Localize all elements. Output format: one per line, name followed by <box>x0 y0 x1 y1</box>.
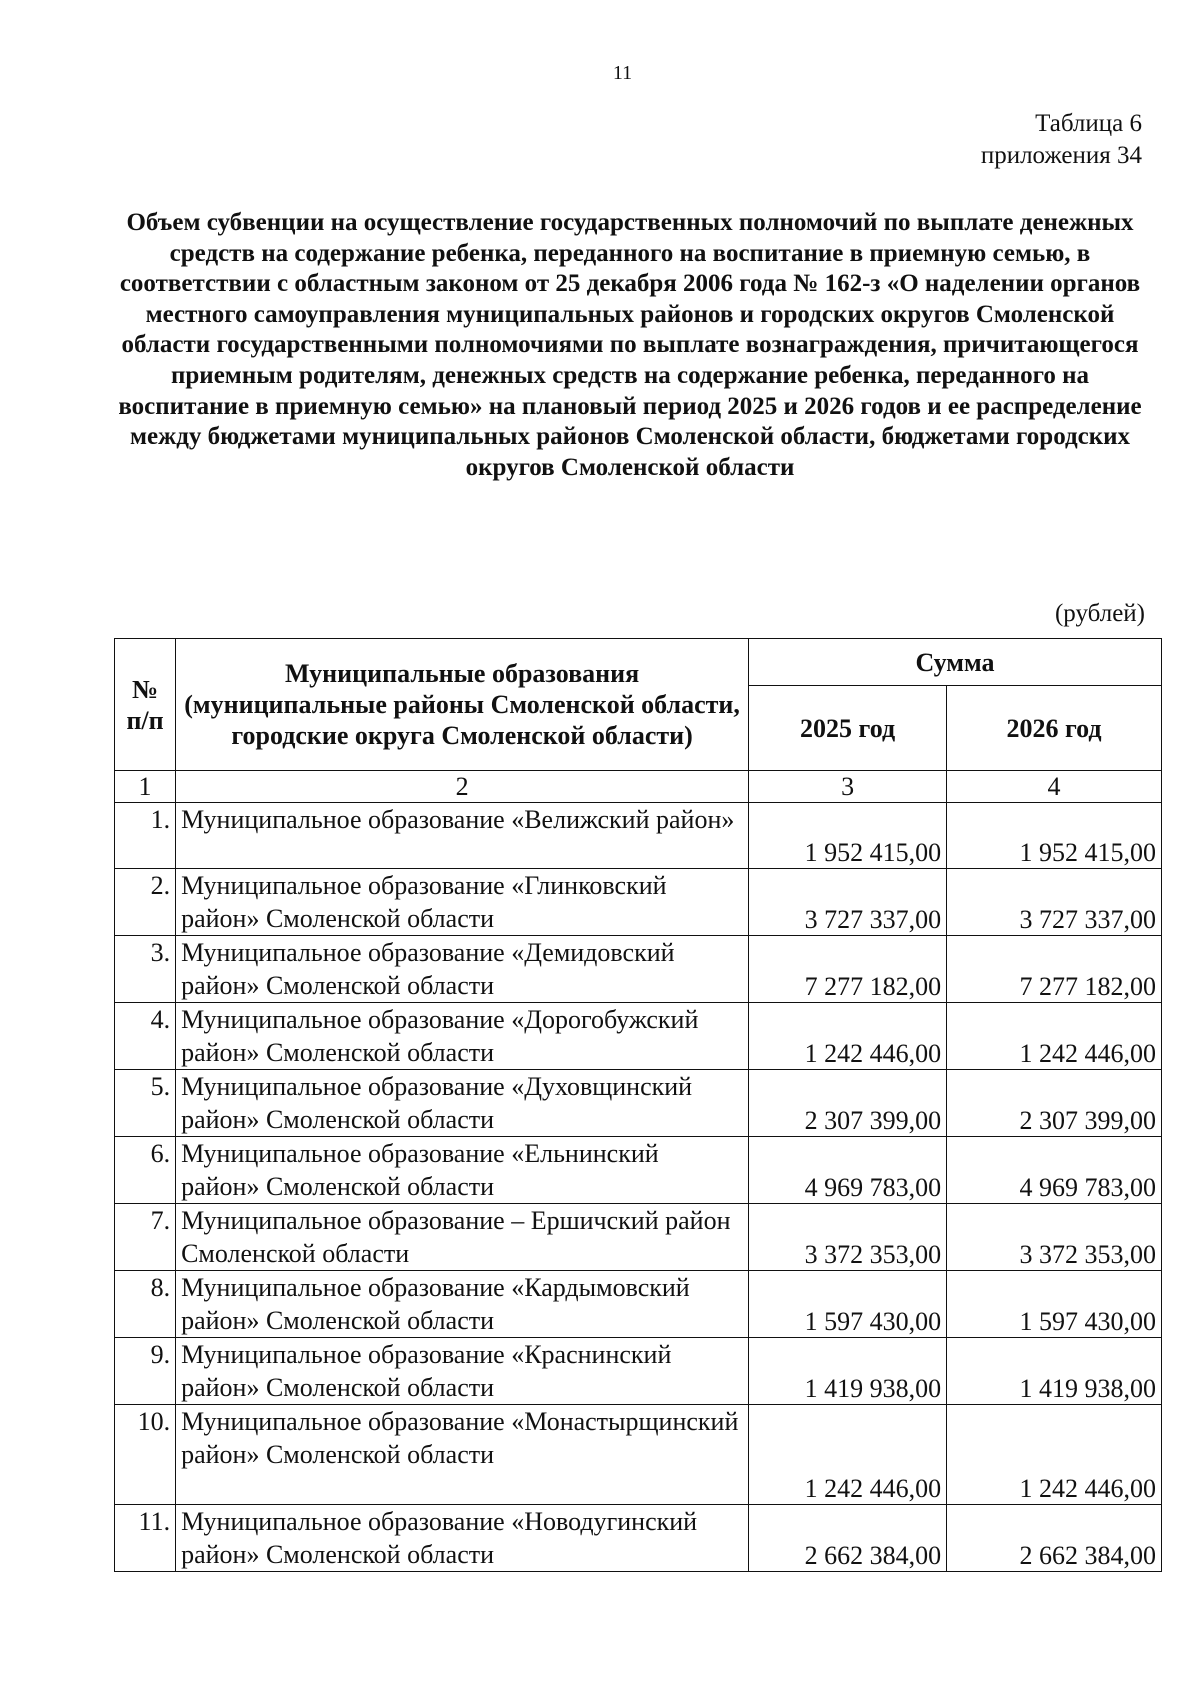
municipality-name: Муниципальное образование «Велижский район» <box>176 803 749 869</box>
header-municipality: Муниципальные образования (муниципальные районы Смоленской области, городские округа Смоленской области) <box>176 639 749 771</box>
amount-2025: 2 662 384,00 <box>749 1505 947 1572</box>
subvention-table <box>114 638 1162 1572</box>
amount-2025: 3 372 353,00 <box>749 1204 947 1271</box>
table-reference-line-2: приложения 34 <box>980 142 1142 169</box>
row-number: 6. <box>115 1137 176 1204</box>
amount-2025: 1 952 415,00 <box>749 803 947 869</box>
table-row <box>115 1137 1162 1204</box>
amount-2026: 1 419 938,00 <box>947 1338 1162 1405</box>
header-sum: Сумма <box>749 639 1162 686</box>
row-number: 10. <box>115 1405 176 1505</box>
header-num: № п/п <box>115 639 176 771</box>
amount-2025: 4 969 783,00 <box>749 1137 947 1204</box>
units-label: (рублей) <box>1054 600 1145 627</box>
amount-2025: 1 597 430,00 <box>749 1271 947 1338</box>
table-reference <box>981 108 1142 172</box>
page-number: 11 <box>612 62 633 84</box>
row-number: 2. <box>115 869 176 936</box>
column-number: 2 <box>176 771 749 803</box>
table-row <box>115 1204 1162 1271</box>
amount-2025: 7 277 182,00 <box>749 936 947 1003</box>
amount-2025: 1 242 446,00 <box>749 1003 947 1070</box>
amount-2025: 2 307 399,00 <box>749 1070 947 1137</box>
table-row <box>115 1405 1162 1505</box>
header-year-2025: 2025 год <box>749 686 947 771</box>
municipality-name: Муниципальное образование «Духовщинский район» Смоленской области <box>176 1070 749 1137</box>
municipality-name: Муниципальное образование – Ершичский район Смоленской области <box>176 1204 749 1271</box>
row-number: 5. <box>115 1070 176 1137</box>
table-row <box>115 1338 1162 1405</box>
table-row <box>115 803 1162 869</box>
amount-2025: 3 727 337,00 <box>749 869 947 936</box>
row-number: 8. <box>115 1271 176 1338</box>
amount-2026: 3 372 353,00 <box>947 1204 1162 1271</box>
municipality-name: Муниципальное образование «Ельнинский район» Смоленской области <box>176 1137 749 1204</box>
municipality-name: Муниципальное образование «Дорогобужский район» Смоленской области <box>176 1003 749 1070</box>
amount-2026: 2 307 399,00 <box>947 1070 1162 1137</box>
amount-2026: 7 277 182,00 <box>947 936 1162 1003</box>
row-number: 3. <box>115 936 176 1003</box>
municipality-name: Муниципальное образование «Кардымовский район» Смоленской области <box>176 1271 749 1338</box>
municipality-name: Муниципальное образование «Монастырщинский район» Смоленской области <box>176 1405 749 1505</box>
table-row <box>115 936 1162 1003</box>
amount-2025: 1 419 938,00 <box>749 1338 947 1405</box>
row-number: 9. <box>115 1338 176 1405</box>
municipality-name: Муниципальное образование «Краснинский район» Смоленской области <box>176 1338 749 1405</box>
amount-2026: 4 969 783,00 <box>947 1137 1162 1204</box>
municipality-name: Муниципальное образование «Демидовский район» Смоленской области <box>176 936 749 1003</box>
document-title: Объем субвенции на осуществление государственных полномочий по выплате денежных средств на содержание ребенка, переданного на воспитание в приемную семью, в соответствии с областным законом от 25 декабря 2006 года № 162-з «О наделении органов местного самоуправления муниципальных районов и городских округов Смоленской области государственными полномочиями по выплате вознаграждения, причитающегося приемным родителям, денежных средств на содержание ребенка, переданного на воспитание в приемную семью» на плановый период 2025 и 2026 годов и ее распределение между бюджетами муниципальных районов Смоленской области, бюджетами городских округов Смоленской области <box>118 209 1142 481</box>
header-year-2026: 2026 год <box>947 686 1162 771</box>
table-row <box>115 1271 1162 1338</box>
municipality-name: Муниципальное образование «Глинковский район» Смоленской области <box>176 869 749 936</box>
amount-2026: 1 597 430,00 <box>947 1271 1162 1338</box>
table-row <box>115 1003 1162 1070</box>
table-header-row <box>115 639 1162 686</box>
amount-2026: 2 662 384,00 <box>947 1505 1162 1572</box>
municipality-name: Муниципальное образование «Новодугинский район» Смоленской области <box>176 1505 749 1572</box>
table-reference-line-1: Таблица 6 <box>1035 110 1142 137</box>
row-number: 11. <box>115 1505 176 1572</box>
row-number: 1. <box>115 803 176 869</box>
table-row <box>115 869 1162 936</box>
row-number: 7. <box>115 1204 176 1271</box>
table-row <box>115 1505 1162 1572</box>
amount-2026: 1 952 415,00 <box>947 803 1162 869</box>
amount-2026: 3 727 337,00 <box>947 869 1162 936</box>
amount-2026: 1 242 446,00 <box>947 1405 1162 1505</box>
column-number-row <box>115 771 1162 803</box>
row-number: 4. <box>115 1003 176 1070</box>
column-number: 3 <box>749 771 947 803</box>
amount-2026: 1 242 446,00 <box>947 1003 1162 1070</box>
table-row <box>115 1070 1162 1137</box>
amount-2025: 1 242 446,00 <box>749 1405 947 1505</box>
column-number: 4 <box>947 771 1162 803</box>
column-number: 1 <box>115 771 176 803</box>
